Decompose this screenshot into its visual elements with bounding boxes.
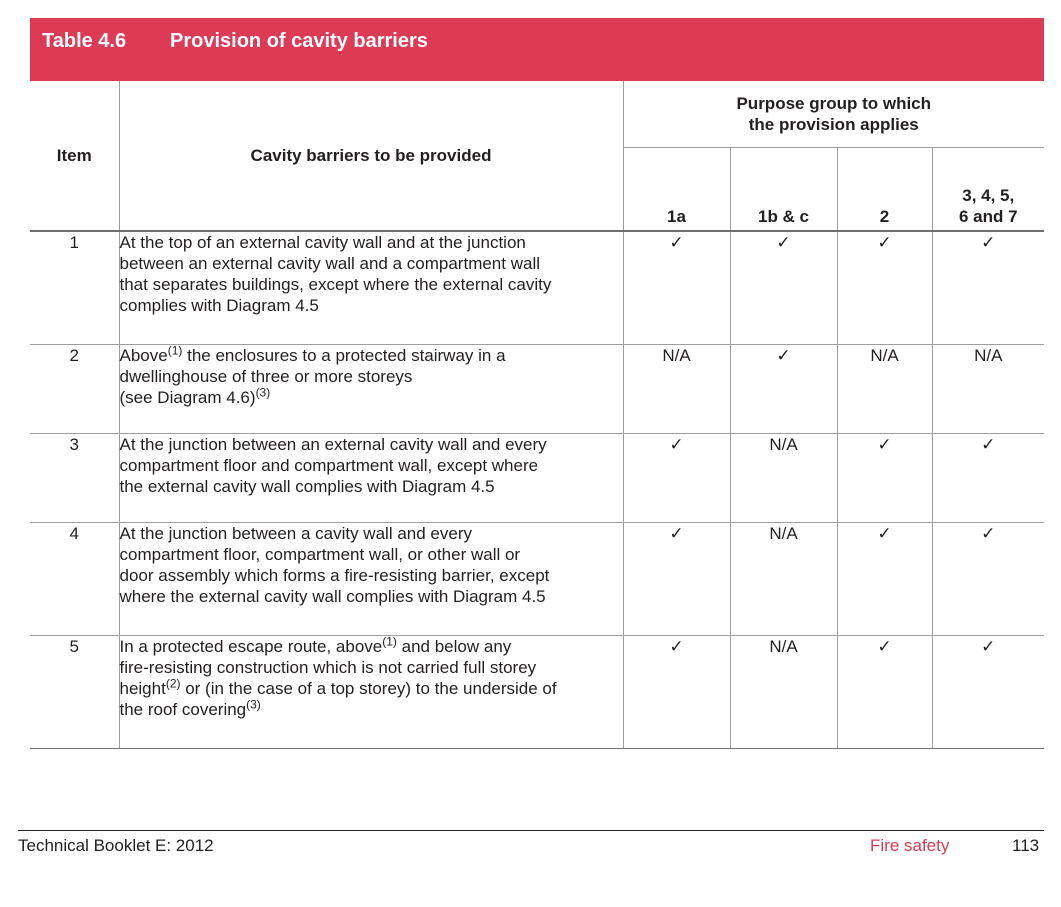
cell-1a: ✓ [623,635,730,748]
header-group-1bc: 1b & c [730,147,837,231]
table-title: Provision of cavity barriers [170,30,428,52]
description-text: (see Diagram 4.6) [119,387,256,407]
cell-2: ✓ [837,522,932,635]
cell-3-7: ✓ [932,231,1044,344]
table-row [30,635,1044,748]
footnote-ref: (1) [382,633,397,648]
description-line: complies with Diagram 4.5 [119,296,319,315]
table-row [30,522,1044,635]
description-line: At the junction between a cavity wall and every [119,523,472,543]
cell-3-7: N/A [932,344,1044,433]
cell-1bc: N/A [730,433,837,522]
cell-2: ✓ [837,231,932,344]
description-line: where the external cavity wall complies with Diagram 4.5 [119,586,546,606]
description-text: fire-resisting construction which is not carried full storey [119,657,537,677]
footer-page-number: 113 [1012,836,1040,855]
header-item: Item [30,81,119,231]
row-description [119,522,623,635]
description-line: compartment floor, compartment wall, or other wall or [119,544,521,564]
header-purpose-group-line2: the provision applies [748,114,919,134]
row-item-number: 2 [30,344,119,433]
header-group-2: 2 [837,147,932,231]
cell-2: ✓ [837,433,932,522]
cell-1bc: N/A [730,635,837,748]
cell-1bc: ✓ [730,231,837,344]
row-item-number: 4 [30,522,119,635]
cell-1bc: ✓ [730,344,837,433]
footnote-ref: (2) [165,675,181,690]
footer-divider [18,830,1044,831]
description-line: At the junction between an external cavity wall and every [119,434,547,454]
description-line: At the top of an external cavity wall and at the junction [119,233,526,252]
row-description [119,635,623,748]
row-description [119,231,623,344]
description-text: In a protected escape route, above [119,636,383,656]
footnote-ref: (3) [255,384,271,399]
footer-booklet-title: Technical Booklet E: 2012 [18,836,214,855]
cell-1a: ✓ [623,231,730,344]
header-purpose-group [623,81,1044,147]
description-line: that separates buildings, except where the external cavity [119,275,552,294]
description-text: Above [119,345,168,365]
cell-1a: ✓ [623,433,730,522]
description-text: the enclosures to a protected stairway in a [182,345,506,365]
description-text: and below any [396,636,512,656]
description-text: height [119,678,166,698]
cell-1a: ✓ [623,522,730,635]
cell-1bc: N/A [730,522,837,635]
header-description: Cavity barriers to be provided [119,81,623,231]
header-purpose-group-line1: Purpose group to which [736,93,932,113]
cell-2: N/A [837,344,932,433]
row-description [119,433,623,522]
row-description [119,344,623,433]
footer-section-name: Fire safety [870,836,950,855]
header-group-3-7-line1: 3, 4, 5, [962,186,1015,205]
header-group-3-7 [932,147,1044,231]
cell-3-7: ✓ [932,635,1044,748]
row-item-number: 1 [30,231,119,344]
description-line: door assembly which forms a fire-resisting barrier, except [119,565,550,585]
description-line: between an external cavity wall and a compartment wall [119,254,540,273]
header-group-1a: 1a [623,147,730,231]
description-text: dwellinghouse of three or more storeys [119,366,413,386]
cavity-barriers-table [30,81,1044,749]
cell-1a: N/A [623,344,730,433]
table-row [30,433,1044,522]
description-text: the roof covering [119,699,247,719]
table-row [30,344,1044,433]
cell-3-7: ✓ [932,522,1044,635]
footnote-ref: (1) [167,342,183,357]
description-text: or (in the case of a top storey) to the underside of [180,678,557,698]
table-number: Table 4.6 [42,30,127,52]
table-title-bar [30,18,1044,81]
footnote-ref: (3) [246,696,261,711]
header-group-3-7-line2: 6 and 7 [958,207,1018,226]
description-line: compartment floor and compartment wall, except where [119,455,539,475]
description-line: the external cavity wall complies with Diagram 4.5 [119,476,495,496]
row-item-number: 5 [30,635,119,748]
cell-3-7: ✓ [932,433,1044,522]
table-row [30,231,1044,344]
row-item-number: 3 [30,433,119,522]
cell-2: ✓ [837,635,932,748]
